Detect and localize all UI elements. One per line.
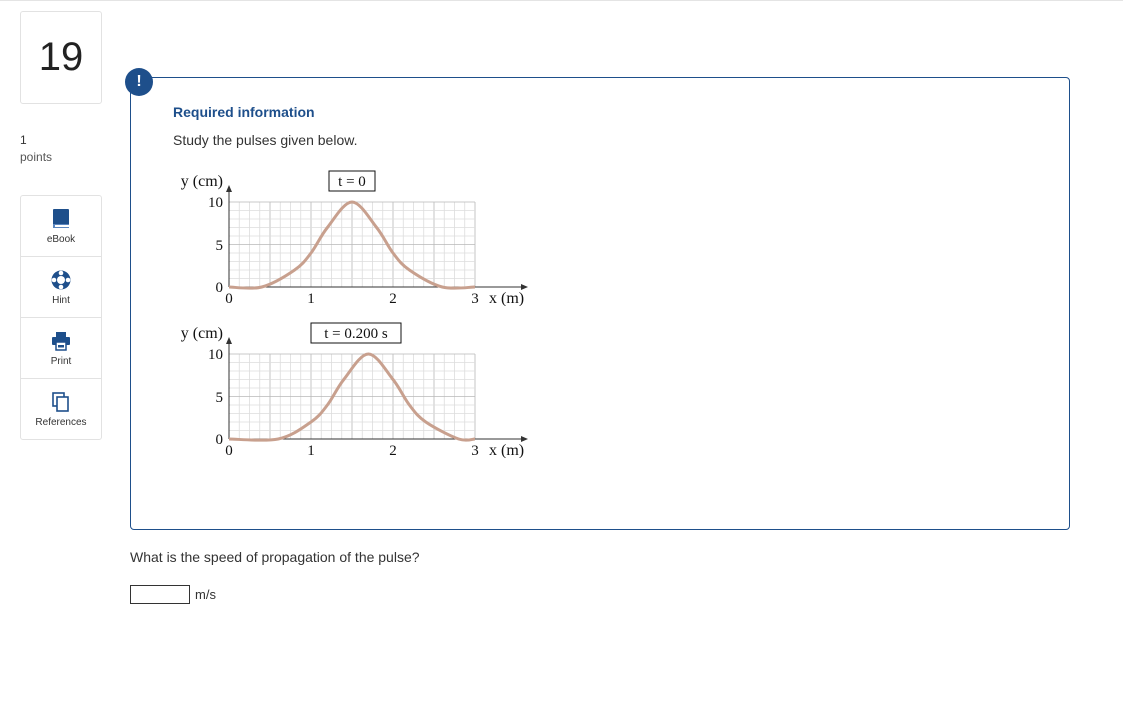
x-tick-0: 0 bbox=[225, 443, 233, 458]
x-tick-3: 3 bbox=[471, 291, 479, 306]
answer-input[interactable] bbox=[130, 585, 190, 604]
references-button[interactable] bbox=[21, 379, 101, 440]
ebook-label: eBook bbox=[46, 234, 76, 245]
question-prompt: What is the speed of propagation of the pulse? bbox=[130, 549, 420, 565]
x-tick-1: 1 bbox=[307, 291, 315, 306]
y-axis-arrow bbox=[226, 185, 232, 192]
pulse-graph-t0200 bbox=[167, 318, 567, 458]
ebook-button[interactable] bbox=[21, 196, 101, 257]
y-tick-10: 10 bbox=[208, 347, 223, 363]
print-label: Print bbox=[50, 356, 72, 367]
time-label: t = 0.200 s bbox=[324, 326, 388, 342]
y-axis-arrow bbox=[226, 337, 232, 344]
references-label: References bbox=[35, 417, 87, 428]
x-tick-0: 0 bbox=[225, 291, 233, 306]
x-axis-label: x (m) bbox=[489, 290, 525, 306]
hint-label: Hint bbox=[52, 295, 70, 306]
top-divider bbox=[0, 0, 1123, 1]
answer-unit: m/s bbox=[195, 587, 216, 602]
points-label: points bbox=[20, 150, 53, 164]
y-axis-label: y (cm) bbox=[180, 325, 223, 342]
graph-grid bbox=[229, 202, 475, 287]
pulse-graph-t0 bbox=[167, 166, 567, 306]
y-tick-5: 5 bbox=[215, 238, 223, 254]
required-info-text: Study the pulses given below. bbox=[173, 132, 358, 148]
print-button[interactable] bbox=[21, 318, 101, 379]
y-axis-label: y (cm) bbox=[180, 173, 223, 190]
y-tick-5: 5 bbox=[215, 390, 223, 406]
lifebuoy-icon bbox=[50, 269, 72, 291]
x-axis-label: x (m) bbox=[489, 442, 525, 458]
tools-panel bbox=[20, 195, 102, 440]
hint-button[interactable] bbox=[21, 257, 101, 318]
y-tick-0: 0 bbox=[215, 432, 223, 448]
book-icon bbox=[50, 208, 72, 230]
x-tick-1: 1 bbox=[307, 443, 315, 458]
points-value: 1 bbox=[20, 133, 27, 147]
y-tick-0: 0 bbox=[215, 280, 223, 296]
alert-icon: ! bbox=[125, 68, 153, 96]
y-tick-10: 10 bbox=[208, 195, 223, 211]
x-tick-2: 2 bbox=[389, 291, 397, 306]
documents-icon bbox=[50, 391, 72, 413]
x-tick-2: 2 bbox=[389, 443, 397, 458]
question-number: 19 bbox=[20, 11, 102, 104]
x-tick-3: 3 bbox=[471, 443, 479, 458]
required-information-box bbox=[130, 77, 1070, 530]
time-label: t = 0 bbox=[338, 174, 366, 190]
printer-icon bbox=[50, 330, 72, 352]
required-info-title: Required information bbox=[173, 104, 315, 120]
